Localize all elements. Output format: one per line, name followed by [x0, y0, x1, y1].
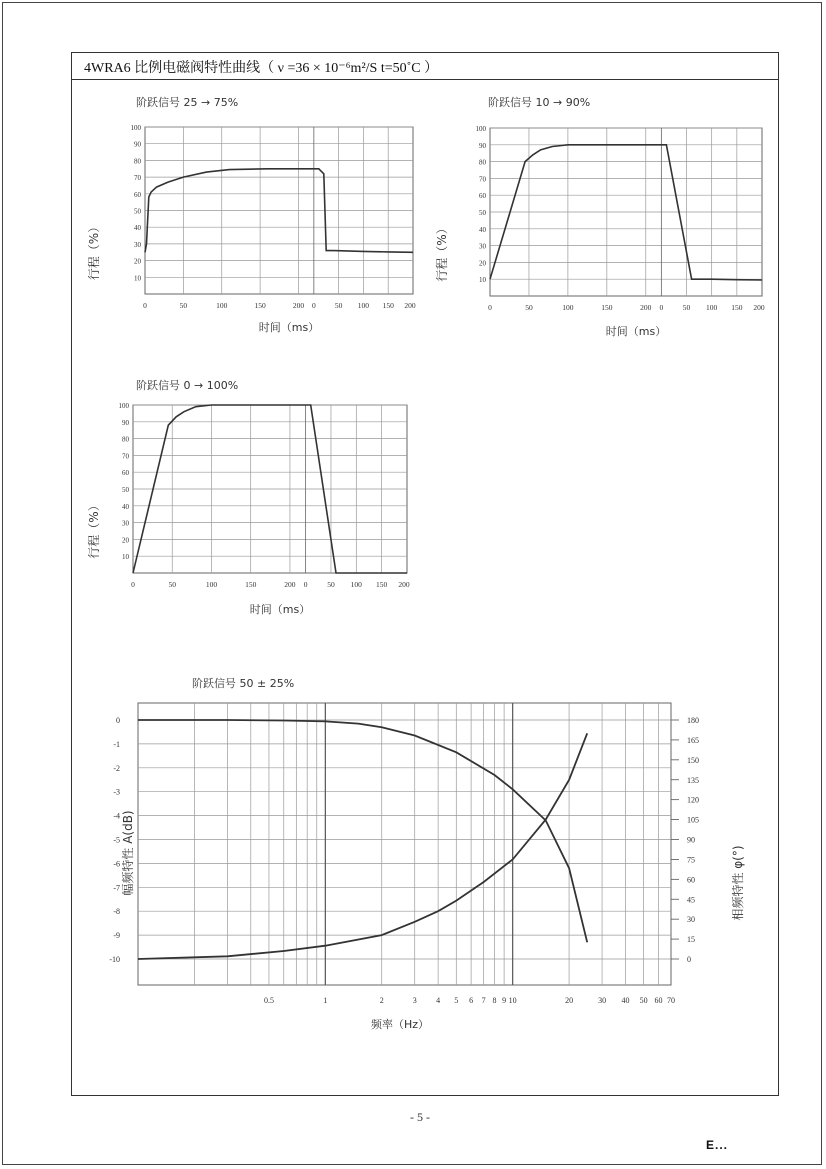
chart-2-ytick: 60 — [122, 469, 129, 478]
chart-1-xlabel: 时间（ms） — [605, 325, 667, 338]
bode-ytick: -7 — [113, 883, 120, 893]
chart-0-ytick: 70 — [134, 174, 141, 183]
bode-y2tick: 30 — [687, 915, 695, 925]
chart-0-ytick: 80 — [134, 157, 141, 166]
bode-ylabel-right: 相频特性 φ(°) — [731, 845, 745, 921]
chart-2-xtick: 150 — [376, 580, 388, 589]
bode-xtick: 50 — [639, 996, 648, 1005]
chart-0-xtick: 150 — [382, 301, 394, 310]
chart-0-xlabel: 时间（ms） — [258, 321, 320, 334]
bode-xtick: 9 — [502, 996, 507, 1005]
chart-0-ytick: 10 — [134, 274, 141, 283]
bode-ytick: -3 — [113, 787, 120, 797]
chart-1-ytick: 90 — [479, 141, 486, 150]
chart-0-xtick: 100 — [216, 301, 228, 310]
bode-ytick: -4 — [113, 811, 120, 821]
chart-2-ytick: 10 — [122, 553, 129, 562]
chart-1-ytick: 60 — [479, 192, 486, 201]
chart-2-xtick: 150 — [245, 580, 257, 589]
chart-0-xtick: 150 — [254, 301, 266, 310]
chart-2-xlabel: 时间（ms） — [249, 603, 311, 616]
chart-1-xtick: 50 — [525, 303, 533, 312]
chart-2-xtick: 50 — [168, 580, 176, 589]
bode-y2tick: 60 — [687, 875, 695, 885]
bode-y2tick: 15 — [687, 935, 695, 945]
chart-0-ylabel: 行程（%） — [87, 220, 101, 281]
chart-1-xtick: 150 — [601, 303, 613, 312]
chart-0-ytick: 100 — [130, 124, 141, 132]
bode-xtick: 1 — [323, 996, 328, 1005]
chart-1-ytick: 70 — [479, 175, 486, 184]
chart-1-xtick: 150 — [731, 303, 743, 312]
bode-title: 阶跃信号 50 ± 25% — [192, 677, 295, 690]
chart-1-ytick: 50 — [479, 209, 486, 217]
bode-ytick: -9 — [113, 931, 120, 941]
chart-2-ytick: 40 — [122, 502, 129, 511]
bode-xtick: 70 — [667, 996, 675, 1005]
chart-2-xtick: 0 — [303, 580, 308, 589]
bode-y2tick: 135 — [687, 775, 699, 785]
bode-ytick: -5 — [113, 835, 120, 845]
chart-1-ytick: 80 — [479, 158, 486, 167]
bode-xlabel: 频率（Hz） — [370, 1018, 430, 1031]
bode-ytick: -8 — [113, 907, 120, 917]
chart-0-xtick: 200 — [292, 301, 305, 310]
bode-ylabel: 幅频特性 A(dB) — [121, 810, 135, 896]
chart-2-xtick: 100 — [205, 580, 218, 589]
bode-y2tick: 45 — [687, 895, 695, 905]
chart-2-xtick: 200 — [398, 580, 410, 589]
chart-1-ytick: 30 — [479, 242, 486, 251]
chart-1-ylabel: 行程（%） — [435, 222, 449, 282]
chart-2-ytick: 100 — [118, 402, 129, 410]
footer-logo: E... — [706, 1138, 729, 1152]
bode-y2tick: 120 — [687, 795, 699, 805]
bode-xtick: 8 — [492, 996, 497, 1005]
chart-1-title: 阶跃信号 10 → 90% — [488, 96, 591, 109]
chart-0-xtick: 200 — [404, 301, 416, 310]
chart-0-ytick: 20 — [134, 257, 141, 266]
chart-1-xtick: 50 — [682, 303, 691, 312]
bode-xtick: 3 — [412, 996, 417, 1005]
bode-xtick: 10 — [508, 996, 517, 1005]
bode-ytick: -2 — [113, 763, 120, 773]
chart-0-ytick: 40 — [134, 224, 141, 233]
bode-y2tick: 165 — [687, 735, 699, 745]
chart-1-ytick: 20 — [479, 259, 486, 268]
chart-0-xtick: 0 — [143, 301, 147, 310]
chart-0-title: 阶跃信号 25 → 75% — [136, 96, 239, 109]
chart-2-ytick: 80 — [122, 435, 129, 444]
chart-0-xtick: 0 — [311, 301, 316, 310]
bode-y2tick: 90 — [687, 835, 695, 845]
chart-2-ytick: 70 — [122, 452, 129, 461]
page-number: - 5 - — [410, 1110, 430, 1124]
chart-1-xtick: 200 — [753, 303, 765, 312]
chart-2-title: 阶跃信号 0 → 100% — [136, 379, 239, 392]
bode-xtick: 60 — [654, 996, 663, 1005]
chart-1-ytick: 10 — [479, 276, 486, 285]
bode-xtick: 4 — [436, 996, 441, 1005]
bode-series-phase — [138, 733, 587, 959]
chart-2-ytick: 30 — [122, 519, 129, 528]
panel-title: 4WRA6 比例电磁阀特性曲线（ ν =36 × 10⁻⁶m²/S t=50˚C ） — [84, 61, 439, 76]
chart-0-ytick: 90 — [134, 140, 141, 149]
bode-y2tick: 75 — [687, 855, 695, 865]
bode-xtick: 7 — [481, 996, 486, 1005]
chart-1-ytick: 100 — [475, 125, 486, 133]
chart-2-ylabel: 行程（%） — [87, 499, 101, 559]
chart-2-xtick: 100 — [350, 580, 362, 589]
bode-y2tick: 180 — [687, 716, 699, 725]
bode-y2tick: 0 — [687, 955, 691, 964]
chart-0-xtick: 100 — [357, 301, 370, 310]
chart-1-ytick: 40 — [479, 225, 486, 234]
bode-series-amplitude — [138, 720, 587, 942]
bode-xtick: 5 — [454, 996, 459, 1005]
bode-xtick: 40 — [621, 996, 630, 1005]
bode-ytick: -1 — [113, 739, 120, 749]
chart-1-xtick: 0 — [488, 303, 492, 312]
chart-0-ytick: 50 — [134, 207, 141, 216]
chart-0-ytick: 60 — [134, 190, 141, 199]
chart-2-ytick: 90 — [122, 418, 129, 427]
bode-y2tick: 150 — [687, 755, 699, 765]
bode-y2tick: 105 — [687, 815, 699, 825]
chart-1-xtick: 100 — [562, 303, 574, 312]
bode-ytick: -10 — [109, 955, 120, 964]
chart-1-xtick: 0 — [659, 303, 664, 312]
bode-xtick: 0.5 — [263, 996, 274, 1005]
bode-ytick: 0 — [116, 716, 120, 725]
bode-frame — [138, 703, 671, 985]
chart-0-xtick: 50 — [179, 301, 188, 310]
chart-0-xtick: 50 — [334, 301, 343, 310]
chart-2-xtick: 50 — [327, 580, 335, 589]
bode-xtick: 2 — [379, 996, 384, 1005]
bode-xtick: 20 — [565, 996, 574, 1005]
bode-ytick: -6 — [113, 859, 120, 869]
chart-2-ytick: 20 — [122, 536, 129, 545]
chart-1-xtick: 200 — [640, 303, 652, 312]
chart-2-ytick: 50 — [122, 486, 129, 494]
bode-xtick: 6 — [469, 996, 474, 1005]
chart-1-xtick: 100 — [706, 303, 718, 312]
chart-0-ytick: 30 — [134, 240, 141, 249]
chart-2-xtick: 200 — [284, 580, 296, 589]
bode-xtick: 30 — [598, 996, 607, 1005]
chart-2-xtick: 0 — [131, 580, 135, 589]
